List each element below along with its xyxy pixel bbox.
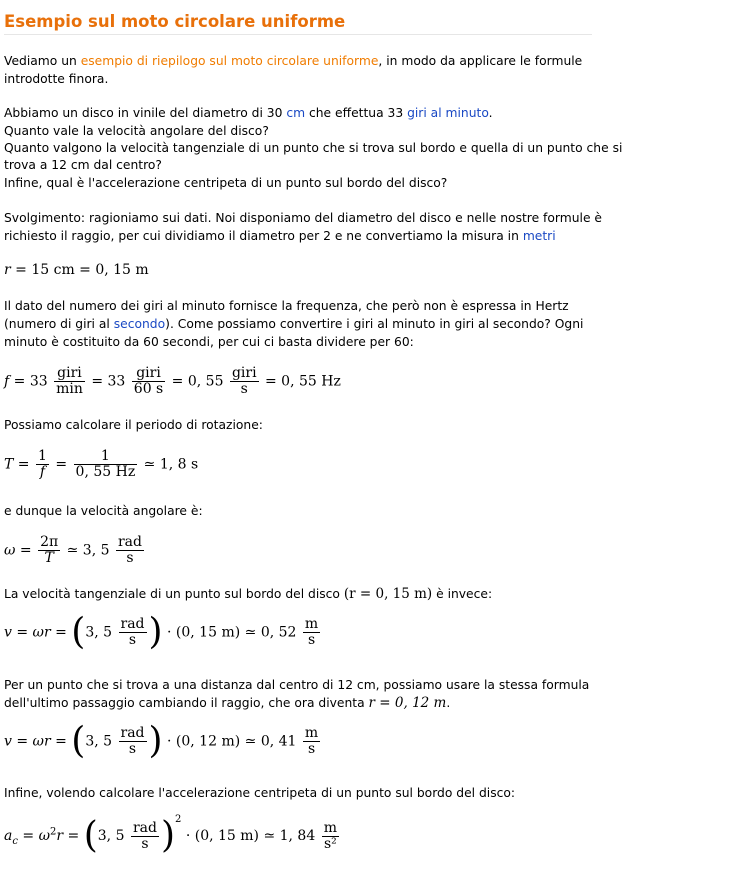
- denominator: s²: [322, 836, 339, 852]
- frequency-line-2: [4, 316, 583, 332]
- fraction: [131, 821, 159, 852]
- eq-part: 3, 5: [85, 733, 117, 750]
- eq-part: = 0, 55 Hz: [260, 373, 341, 390]
- numerator: 1: [100, 448, 110, 464]
- eq-part: = 0, 55: [167, 373, 228, 390]
- eq-lhs: v = ωr =: [4, 624, 72, 641]
- right-paren: ): [160, 815, 175, 856]
- second-link[interactable]: secondo: [113, 317, 166, 331]
- denominator: T: [38, 550, 60, 566]
- denominator: s: [303, 741, 320, 757]
- eq-part: ≃ 1, 8 s: [139, 456, 199, 473]
- distance-line-2: [4, 695, 450, 711]
- tangential-text: La velocità tangenziale di un punto sul bordo del disco: [4, 587, 344, 601]
- equation-omega: [4, 535, 146, 566]
- left-paren: (: [83, 815, 98, 856]
- denominator: s: [119, 632, 147, 648]
- intro-text-2: , in modo da applicare le formule: [378, 54, 583, 68]
- cm-link[interactable]: cm: [286, 106, 306, 120]
- numerator: rad: [132, 819, 157, 836]
- meters-link[interactable]: metri: [522, 229, 556, 243]
- problem-text: Abbiamo un disco in vinile del diametro di 30: [4, 106, 287, 120]
- period: .: [488, 106, 493, 120]
- fraction: [132, 366, 165, 397]
- inline-math: r = 0, 12 m: [368, 695, 447, 711]
- eq-part: · (0, 15 m) ≃ 0, 52: [162, 624, 301, 641]
- eq-part: = ω: [17, 828, 51, 844]
- left-paren: (: [71, 720, 86, 762]
- eq-part: r =: [56, 828, 84, 844]
- equation-period: [4, 449, 198, 480]
- fraction: [74, 449, 138, 480]
- radius-value: = 15 cm = 0, 15 m: [10, 262, 149, 278]
- intro-line-2: introdotte finora.: [4, 72, 109, 86]
- recap-example-link[interactable]: esempio di riepilogo sul moto circolare uniforme: [80, 54, 379, 68]
- eq-part: 3, 5: [85, 624, 117, 641]
- denominator: s: [303, 632, 320, 648]
- f-symbol: f: [4, 373, 10, 390]
- fraction: [38, 535, 60, 566]
- eq-part: · (0, 15 m) ≃ 1, 84: [181, 828, 320, 844]
- fraction: [322, 821, 339, 852]
- eq-lhs: v = ωr =: [4, 733, 72, 750]
- title-divider: [4, 34, 592, 35]
- fraction: [230, 366, 259, 397]
- solution-text: richiesto il raggio, per cui dividiamo il diametro per 2 e ne convertiamo la misura in: [4, 229, 523, 243]
- eq-part: 3, 5: [97, 828, 129, 844]
- omega-symbol: ω: [4, 542, 16, 559]
- denominator: 60 s: [133, 381, 164, 397]
- fraction: [303, 617, 320, 648]
- freq-text-2: ). Come possiamo convertire i giri al minuto in giri al secondo? Ogni: [165, 317, 584, 331]
- fraction: [116, 535, 144, 566]
- superscript: 2: [175, 814, 182, 825]
- denominator: s: [119, 741, 147, 757]
- frequency-line-1: Il dato del numero dei giri al minuto fornisce la frequenza, che però non è espressa in Hertz: [4, 299, 569, 313]
- numerator: m: [323, 819, 337, 836]
- period: .: [446, 696, 451, 710]
- denominator: f: [36, 464, 49, 480]
- eq-part: =: [50, 456, 72, 473]
- question-1: Quanto vale la velocità angolare del disco?: [4, 124, 269, 138]
- angular-intro: e dunque la velocità angolare è:: [4, 504, 203, 518]
- denominator: s: [116, 550, 144, 566]
- inline-math: (r = 0, 15 m): [343, 586, 433, 602]
- numerator: m: [304, 616, 319, 632]
- right-paren: ): [148, 611, 163, 653]
- freq-text: (numero di giri al: [4, 317, 114, 331]
- centripetal-intro: Infine, volendo calcolare l'accelerazione centripeta di un punto sul bordo del disco:: [4, 786, 516, 800]
- numerator: giri: [136, 365, 161, 381]
- intro-line-1: [4, 53, 582, 69]
- numerator: rad: [120, 616, 145, 632]
- fraction: [119, 726, 147, 757]
- distance-line-1: Per un punto che si trova a una distanza dal centro di 12 cm, possiamo usare la stessa formula: [4, 678, 590, 692]
- left-paren: (: [71, 611, 86, 653]
- problem-line-1: [4, 105, 493, 121]
- numerator: rad: [120, 725, 145, 741]
- intro-text: Vediamo un: [4, 54, 81, 68]
- eq-part: ≃ 3, 5: [62, 542, 114, 559]
- fraction: [303, 726, 320, 757]
- distance-text: dell'ultimo passaggio cambiando il raggio, che ora diventa: [4, 696, 369, 710]
- page-title: Esempio sul moto circolare uniforme: [4, 12, 346, 31]
- T-symbol: T: [4, 456, 14, 473]
- r-symbol: r: [4, 262, 11, 278]
- eq-part: =: [15, 542, 37, 559]
- frequency-line-3: minuto è costituito da 60 secondi, per cui ci basta dividere per 60:: [4, 335, 414, 349]
- numerator: m: [304, 725, 319, 741]
- fraction: [36, 449, 49, 480]
- equation-velocity-2: [4, 720, 322, 762]
- equation-velocity-1: [4, 611, 322, 653]
- solution-line-2: [4, 228, 556, 244]
- eq-part: · (0, 12 m) ≃ 0, 41: [162, 733, 301, 750]
- numerator: giri: [231, 365, 257, 381]
- eq-part: = 33: [9, 373, 53, 390]
- a-symbol: a: [4, 828, 13, 844]
- right-paren: ): [148, 720, 163, 762]
- fraction: [54, 366, 85, 397]
- tangential-text-2: è invece:: [432, 587, 493, 601]
- equation-frequency: [4, 366, 341, 397]
- equation-radius: [4, 262, 149, 278]
- rpm-link[interactable]: giri al minuto: [407, 106, 489, 120]
- numerator: 1: [37, 448, 47, 464]
- denominator: 0, 55 Hz: [75, 464, 136, 480]
- question-2b: trova a 12 cm dal centro?: [4, 158, 162, 172]
- equation-centripetal: [4, 814, 341, 856]
- numerator: 2π: [40, 534, 59, 550]
- eq-part: =: [13, 456, 34, 473]
- superscript: 2: [50, 826, 57, 838]
- denominator: min: [56, 381, 83, 397]
- tangential-intro: [4, 586, 492, 602]
- numerator: giri: [57, 365, 82, 381]
- period-intro: Possiamo calcolare il periodo di rotazione:: [4, 418, 263, 432]
- denominator: s: [230, 381, 259, 397]
- subscript: c: [12, 835, 18, 847]
- solution-line-1: Svolgimento: ragioniamo sui dati. Noi disponiamo del diametro del disco e nelle nostre formule è: [4, 211, 602, 225]
- question-2a: Quanto valgono la velocità tangenziale di un punto che si trova sul bordo e quella di un punto che si: [4, 141, 623, 155]
- eq-part: = 33: [86, 373, 130, 390]
- problem-text-2: che effettua 33: [305, 106, 408, 120]
- denominator: s: [131, 836, 159, 852]
- question-3: Infine, qual è l'accelerazione centripeta di un punto sul bordo del disco?: [4, 176, 448, 190]
- numerator: rad: [117, 534, 142, 550]
- fraction: [119, 617, 147, 648]
